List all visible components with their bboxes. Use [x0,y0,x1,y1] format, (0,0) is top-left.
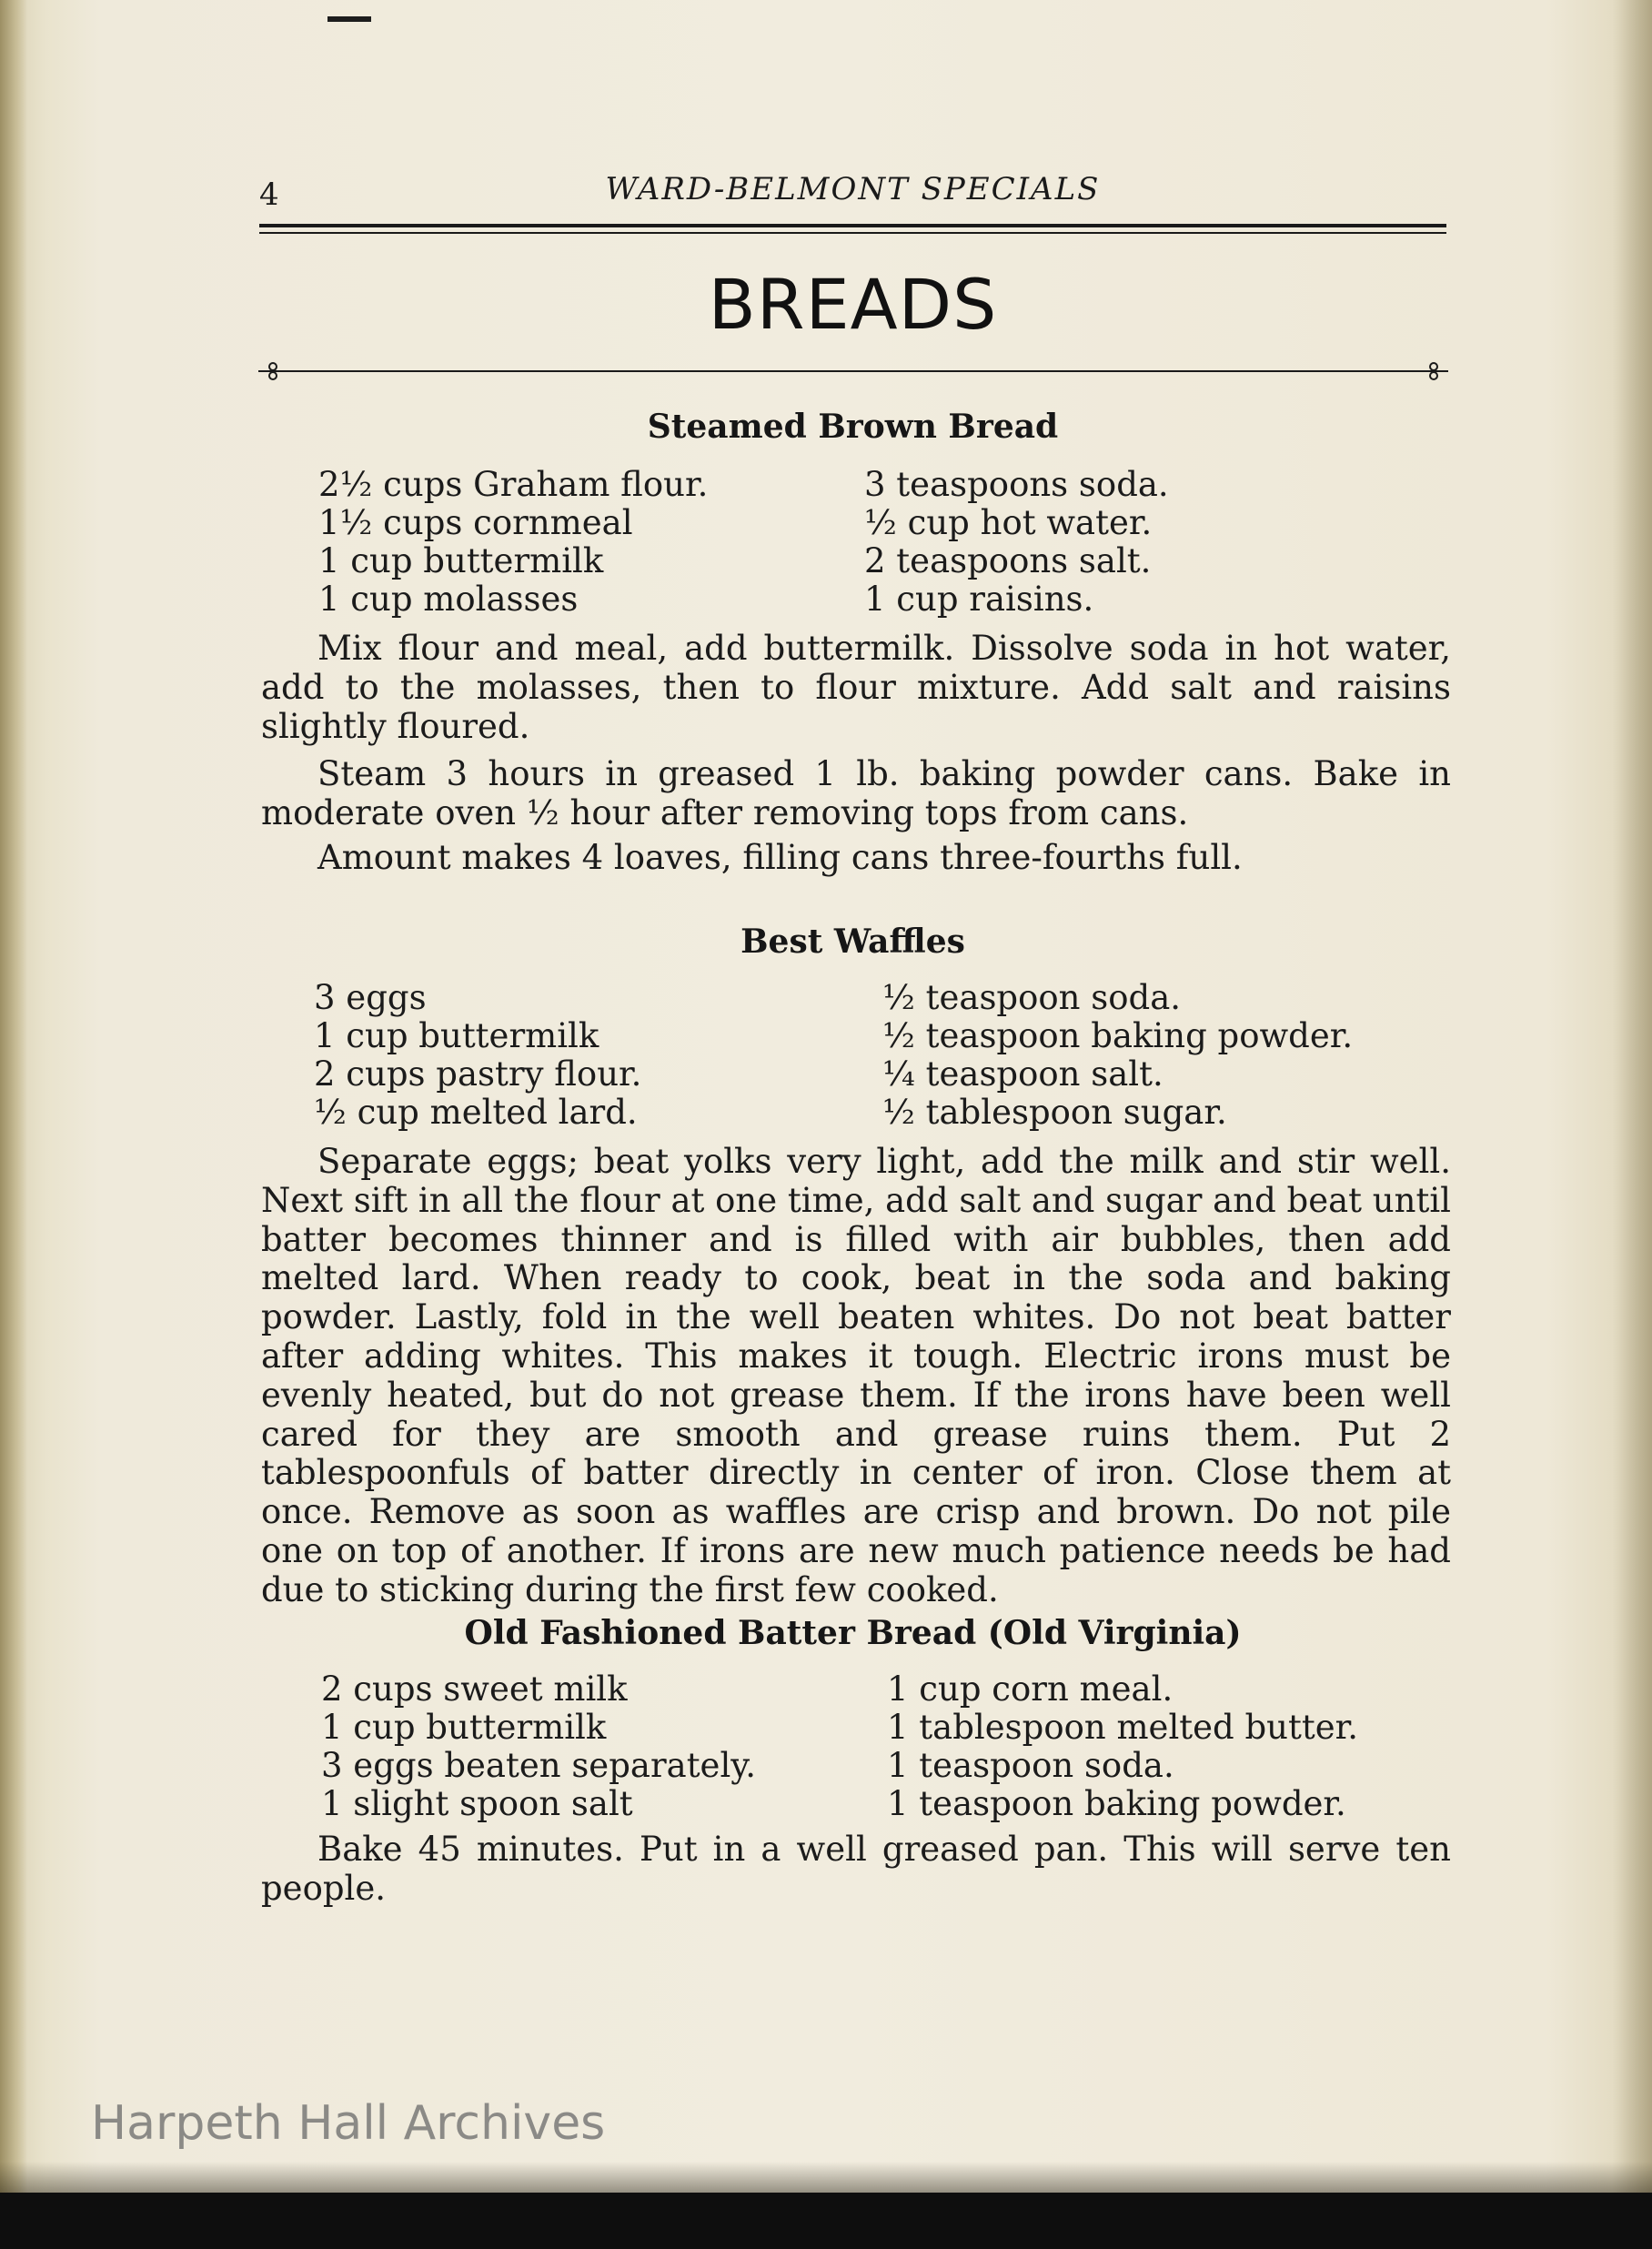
ingredient-item: 2 cups pastry flour. [314,1054,642,1094]
recipe-title: Old Fashioned Batter Bread (Old Virginia) [464,1614,1242,1652]
archive-watermark: Harpeth Hall Archives [91,2096,606,2151]
ingredient-item: 1 slight spoon salt [321,1784,633,1823]
ingredient-item: 1 teaspoon soda. [887,1746,1174,1785]
ingredient-item: 1 cup buttermilk [318,541,604,580]
ingredient-item: 2 cups sweet milk [321,1669,628,1709]
ingredient-list-right [864,466,1169,619]
ingredient-list-right [887,1670,1358,1823]
ingredient-item: ½ teaspoon baking powder. [882,1016,1354,1055]
ingredient-item: 1 cup raisins. [864,580,1094,619]
recipe-instructions: Separate eggs; beat yolks very light, add the milk and stir well. Next sift in all the flour at one time, add salt and sugar and beat until batter becomes thinner and is filled with air bubbles, then add melted lard. When ready to cook, beat in the soda and baking powder. Lastly, fold in the well beaten whites. Do not beat batter after adding whites. This makes it tough. Electric irons must be evenly heated, but do not grease them. If the irons have been well cared for they are smooth and grease ruins them. Put 2 tablespoonfuls of batter directly in center of iron. Close them at once. Remove as soon as waffles are crisp and brown. Do not pile one on top of another. If irons are new much patience needs be had due to sticking during the first few cooked. [261,1142,1451,1609]
recipe-title: Best Waffles [740,923,965,961]
ingredient-item: 1½ cups cornmeal [318,503,633,542]
ingredient-item: 3 eggs [314,978,427,1017]
ingredient-list-right [882,979,1353,1132]
recipe-title: Steamed Brown Bread [647,408,1059,446]
ingredient-item: 3 eggs beaten separately. [321,1746,757,1785]
recipe-instructions: Steam 3 hours in greased 1 lb. baking powder cans. Bake in moderate oven ½ hour after removing tops from cans. [261,754,1451,832]
page-bottom-shadow [0,2162,1652,2193]
ingredient-item: ½ teaspoon soda. [882,978,1182,1017]
ingredient-item: 3 teaspoons soda. [864,465,1169,504]
ingredient-item: 1 cup buttermilk [321,1708,607,1747]
ingredient-list-left [318,466,708,619]
ingredient-item: 1 cup buttermilk [314,1016,599,1055]
recipe-instructions: Mix flour and meal, add buttermilk. Dissolve soda in hot water, add to the molasses, then to flour mixture. Add salt and raisins slightly floured. [261,629,1451,746]
recipe-instructions: Amount makes 4 loaves, filling cans three-fourths full. [317,838,1243,877]
page-header [259,167,1446,213]
scan-mark [327,16,371,22]
running-title: WARD-BELMONT SPECIALS [605,171,1101,207]
page-binding-edge [0,0,27,2193]
section-title: BREADS [708,264,998,345]
ornamental-rule [257,357,1450,386]
ingredient-item: 1 cup molasses [318,580,579,619]
ingredient-item: 2½ cups Graham flour. [318,465,709,504]
ingredient-item: 1 cup corn meal. [887,1669,1174,1709]
ingredient-list-left [314,979,641,1132]
ingredient-item: 1 teaspoon baking powder. [887,1784,1346,1823]
ingredient-item: 2 teaspoons salt. [864,541,1152,580]
ingredient-item: ½ tablespoon sugar. [882,1093,1227,1132]
ingredient-item: 1 tablespoon melted butter. [887,1708,1359,1747]
ingredient-list-left [321,1670,756,1823]
ingredient-item: ½ cup melted lard. [314,1093,638,1132]
ingredient-item: ½ cup hot water. [864,503,1153,542]
ingredient-item: ¼ teaspoon salt. [882,1054,1163,1094]
page-number: 4 [259,176,279,213]
recipe-instructions: Bake 45 minutes. Put in a well greased pan. This will serve ten people. [261,1830,1451,1908]
page-right-edge [1612,0,1652,2193]
header-rule-thin [259,232,1446,234]
header-rule-thick [259,224,1446,227]
